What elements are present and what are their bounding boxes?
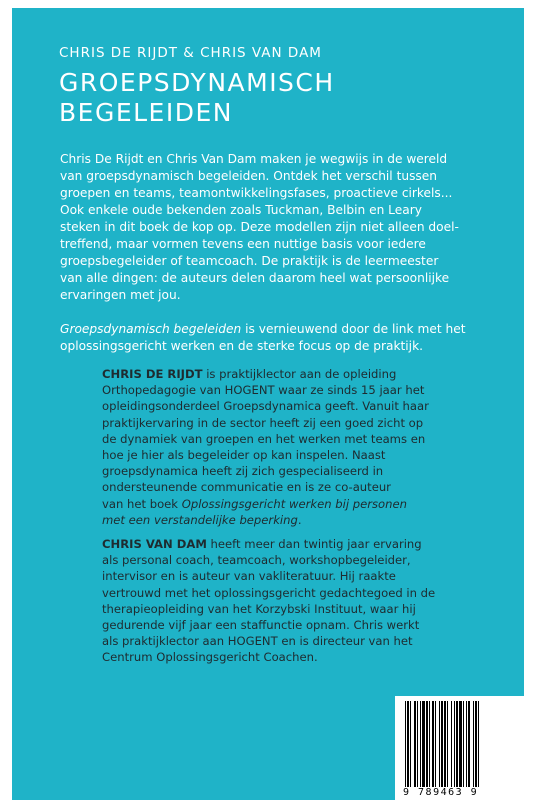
barcode-bar [435,701,436,787]
bio-line: opleidingsonderdeel Groepsdynamica geeft. Vanuit haar [102,399,429,414]
barcode-bar [420,701,421,787]
intro-line: groepsbegeleider of teamcoach. De praktijk is de leermeester [60,254,439,268]
bio-line: praktijkervaring in de sector heeft zij een goed zicht op [102,415,424,430]
barcode-bar [407,701,409,787]
barcode-bar [429,701,430,787]
referenced-book-title: Oplossingsgericht werken bij personen [181,496,407,511]
blurb [60,151,480,355]
bio-line: groepsdynamica heeft zij zich gespecialiseerd in [102,464,384,479]
barcode-bar [473,701,474,787]
tagline-paragraph [60,321,480,355]
bio-line: therapieopleiding van het Korzybski Instituut, waar hij [102,601,416,616]
intro-line: van groepsdynamisch begeleiden. Ontdek het verschil tussen [60,169,437,183]
bio-line: intervisor en is auteur van vakliteratuur. Hij raakte [102,569,396,584]
intro-paragraph [60,151,480,304]
barcode-bar [439,701,440,787]
barcode-bar [422,701,425,787]
intro-line: ervaringen met jou. [60,288,181,302]
barcode-bar [456,701,458,787]
bio-line: heeft meer dan twintig jaar ervaring [206,537,422,551]
bio-line: Centrum Oplossingsgericht Coachen. [102,650,318,665]
author-bio-van-dam [102,536,462,666]
barcode-bar [426,701,428,787]
intro-line: groepen en teams, teamontwikkelingsfases, proactieve cirkels... [60,186,453,200]
barcode-bar [414,701,416,787]
bio-line: van het boek [102,496,182,511]
barcode-icon [405,701,523,787]
title-line: GROEPSDYNAMISCH [59,68,335,97]
author-name: CHRIS VAN DAM [102,537,207,551]
intro-line: steken in dit boek de kop op. Deze modellen zijn niet alleen doel- [60,220,459,234]
title-line: BEGELEIDEN [59,98,233,127]
bio-line: ondersteunende communicatie en is ze co-auteur [102,480,391,495]
isbn-number: 9 789463 9 [403,787,479,798]
barcode-bar [466,701,467,787]
barcode-bar [459,701,462,787]
tagline-text: oplossingsgericht werken en de sterke focus op de praktijk. [60,339,423,353]
intro-line: Ook enkele oude bekenden zoals Tuckman, Belbin en Leary [60,203,422,217]
bio-line: hoe je hier als begeleider op kan inspelen. Naast [102,448,386,463]
bio-line: vertrouwd met het oplossingsgericht gedachtegoed in de [102,585,436,600]
barcode-bar [451,701,452,787]
author-name: CHRIS DE RIJDT [102,367,203,381]
bio-line: als praktijklector aan HOGENT en is directeur van het [102,634,413,649]
barcode-bar [454,701,455,787]
barcode-bar [463,701,464,787]
barcode-bar [444,701,446,787]
back-cover [12,8,524,800]
author-bio-de-rijdt [102,366,462,528]
intro-line: van alle dingen: de auteurs delen daarom heel wat persoonlijke [60,271,450,285]
isbn-barcode [395,696,524,800]
book-title [59,68,335,128]
bio-line: Orthopedagogie van HOGENT waar ze sinds 15 jaar het [102,383,425,398]
authors-header: CHRIS DE RIJDT & CHRIS VAN DAM [59,45,322,61]
barcode-bar [447,701,448,787]
intro-line: treffend, maar vormen tevens een nuttige basis voor iedere [60,237,426,251]
barcode-bar [432,701,434,787]
barcode-bar [478,701,479,787]
bio-line: . [297,512,302,527]
bio-line: de dynamiek van groepen en het werken met teams en [102,431,426,446]
barcode-bar [475,701,477,787]
intro-line: Chris De Rijdt en Chris Van Dam maken je wegwijs in de wereld [60,152,448,166]
bio-line: is praktijklector aan de opleiding [202,367,397,381]
barcode-bar [441,701,443,787]
referenced-book-title: met een verstandelijke beperking [102,512,298,527]
tagline-book-title: Groepsdynamisch begeleiden [60,322,242,336]
barcode-bar [468,701,470,787]
barcode-bar [405,701,406,787]
barcode-bar [410,701,411,787]
tagline-text: is vernieuwend door de link met het [241,322,466,336]
bio-line: als personal coach, teamcoach, workshopbegeleider, [102,553,411,568]
bio-line: gedurende vijf jaar een staffunctie opnam. Chris werkt [102,618,420,633]
barcode-bar [417,701,418,787]
